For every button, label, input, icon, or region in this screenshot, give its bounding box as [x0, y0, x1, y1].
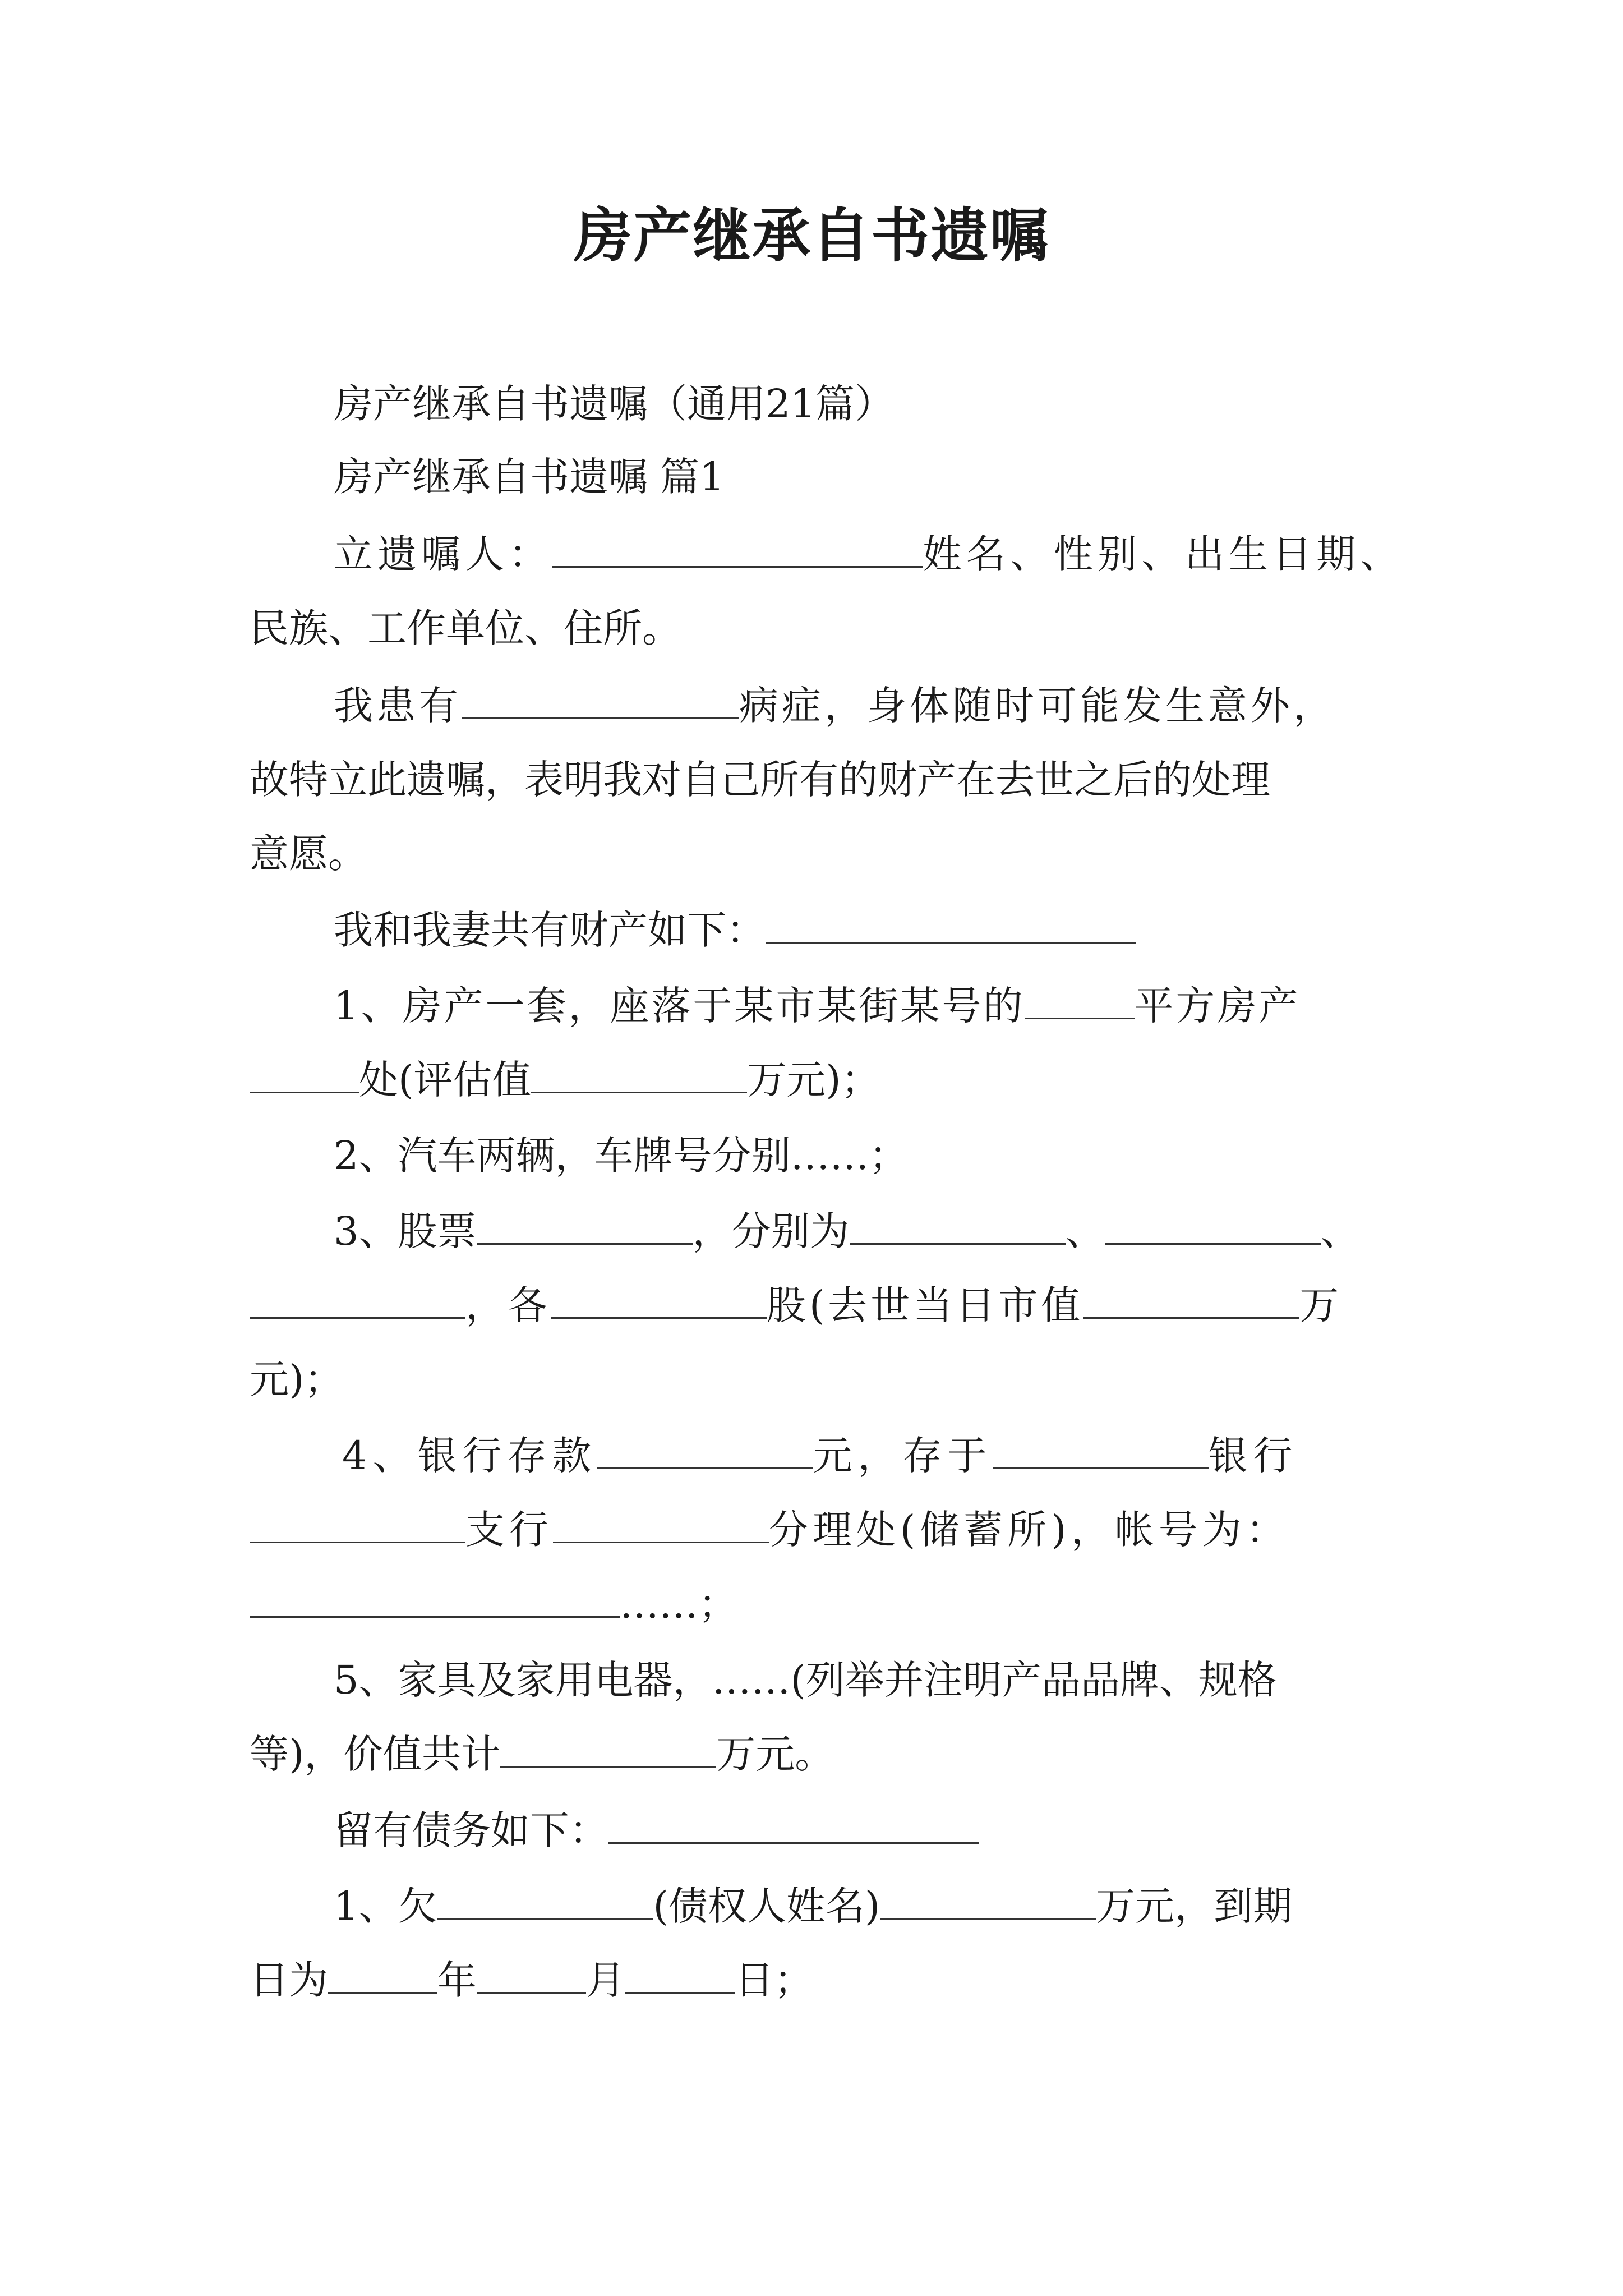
- paragraph-line: 2、汽车两辆，车牌号分别……；: [334, 1133, 909, 1179]
- text-span: 3、股票: [334, 1208, 477, 1254]
- paragraph-line: [250, 1502, 1290, 1558]
- text-span: 日；: [735, 1957, 813, 2003]
- text-span: 万: [1299, 1282, 1343, 1328]
- fill-blank: [766, 907, 1136, 944]
- paragraph-line: [342, 1428, 1298, 1484]
- text-span: 日为: [250, 1957, 328, 2003]
- paragraph-line: [334, 1802, 979, 1858]
- text-span: 分理处(储蓄所)，帐号为：: [769, 1507, 1290, 1553]
- fill-blank: [1083, 1282, 1299, 1319]
- paragraph-line: [334, 1203, 1360, 1259]
- text-span: 留有债务如下：: [334, 1807, 608, 1853]
- fill-blank: [250, 1057, 359, 1093]
- text-span: 平方房产: [1134, 983, 1301, 1029]
- fill-blank: [625, 1957, 735, 1994]
- document-title: 房产继承自书遗嘱: [573, 201, 1049, 270]
- paragraph-line: [334, 902, 1136, 958]
- paragraph-line: [250, 1277, 1342, 1333]
- paragraph-line: [250, 1052, 880, 1108]
- fill-blank: [250, 1581, 620, 1618]
- fill-blank: [880, 1883, 1096, 1920]
- subtitle: 房产继承自书遗嘱（通用21篇）: [334, 381, 895, 427]
- paragraph-line: [334, 1878, 1292, 1934]
- text-span: 病症，身体随时可能发生意外，: [739, 683, 1336, 729]
- paragraph-line: [334, 526, 1404, 582]
- fill-blank: [552, 531, 923, 568]
- fill-blank: [462, 683, 739, 719]
- fill-blank: [850, 1208, 1066, 1245]
- text-span: ，分别为: [692, 1208, 850, 1254]
- paragraph-line: 意愿。: [250, 831, 367, 877]
- paragraph-line: 元)；: [250, 1356, 344, 1402]
- text-span: 万元，到期: [1096, 1883, 1293, 1929]
- text-span: 、: [1320, 1208, 1360, 1254]
- fill-blank: [437, 1883, 653, 1920]
- text-span: 1、欠: [334, 1883, 437, 1929]
- text-span: 1、房产一套，座落于某市某街某号的: [334, 983, 1025, 1029]
- text-span: 处(评估值: [359, 1057, 532, 1103]
- fill-blank: [1025, 983, 1135, 1019]
- text-span: 我患有: [334, 683, 462, 729]
- text-span: 股(去世当日市值: [767, 1282, 1084, 1328]
- fill-blank: [608, 1807, 979, 1844]
- fill-blank: [553, 1507, 769, 1543]
- fill-blank: [531, 1057, 747, 1093]
- fill-blank: [551, 1282, 767, 1319]
- text-span: 4、银行存款: [342, 1433, 597, 1479]
- fill-blank: [1105, 1208, 1321, 1245]
- fill-blank: [993, 1433, 1209, 1469]
- fill-blank: [597, 1433, 813, 1469]
- text-span: 等)，价值共计: [250, 1731, 501, 1777]
- paragraph-line: 民族、工作单位、住所。: [250, 605, 681, 651]
- text-span: ，各: [465, 1282, 551, 1328]
- paragraph-line: [334, 978, 1301, 1034]
- fill-blank: [477, 1957, 586, 1994]
- paragraph-line: [250, 1726, 834, 1782]
- text-span: 元，存于: [813, 1433, 993, 1479]
- text-span: 月: [586, 1957, 625, 2003]
- fill-blank: [500, 1731, 716, 1768]
- fill-blank: [328, 1957, 437, 1994]
- paragraph-line: [250, 1576, 737, 1632]
- text-span: 万元。: [716, 1731, 834, 1777]
- text-span: 年: [437, 1957, 477, 2003]
- paragraph-line: 5、家具及家用电器，……(列举并注明产品品牌、规格: [334, 1657, 1277, 1703]
- paragraph-line: [250, 1952, 813, 2008]
- text-span: 银行: [1208, 1433, 1298, 1479]
- text-span: 我和我妻共有财产如下：: [334, 907, 766, 953]
- fill-blank: [250, 1507, 465, 1543]
- text-span: 姓名、性别、出生日期、: [923, 531, 1404, 577]
- text-span: 、: [1065, 1208, 1105, 1254]
- fill-blank: [477, 1208, 693, 1245]
- paragraph-line: 故特立此遗嘱，表明我对自己所有的财产在去世之后的处理: [250, 757, 1270, 803]
- text-span: (债权人姓名): [653, 1883, 880, 1929]
- text-span: 立遗嘱人：: [334, 531, 552, 577]
- text-span: 支行: [465, 1507, 553, 1553]
- section-heading: 房产继承自书遗嘱 篇1: [334, 454, 725, 500]
- text-span: ……；: [620, 1581, 737, 1627]
- fill-blank: [250, 1282, 465, 1319]
- text-span: 万元)；: [747, 1057, 880, 1103]
- paragraph-line: [334, 678, 1336, 734]
